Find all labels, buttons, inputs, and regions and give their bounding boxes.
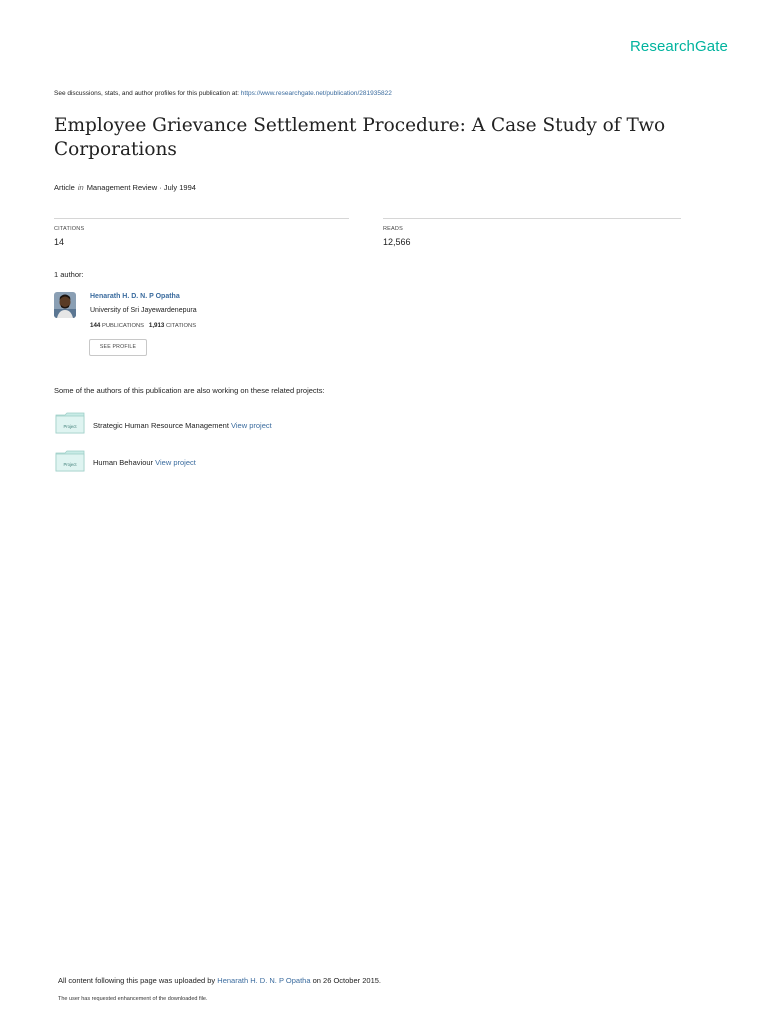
author-institution: University of Sri Jayewardenepura — [90, 307, 197, 314]
citations-divider — [54, 218, 349, 219]
author-citations-label: CITATIONS — [166, 323, 197, 329]
citations-value: 14 — [54, 237, 65, 247]
upload-suffix: on 26 October 2015. — [310, 976, 381, 985]
author-publications-count: 144 — [90, 322, 101, 329]
author-name-link[interactable]: Henarath H. D. N. P Opatha — [90, 293, 180, 300]
view-project-link[interactable]: View project — [231, 421, 272, 430]
upload-note — [58, 976, 381, 985]
project-folder-label: Project — [63, 424, 77, 429]
citations-label: CITATIONS — [54, 226, 85, 232]
reads-divider — [383, 218, 681, 219]
project-folder-label: Project — [63, 462, 77, 467]
author-citations-count: 1,913 — [148, 322, 165, 329]
author-stats — [90, 322, 196, 329]
author-avatar[interactable] — [54, 292, 76, 318]
researchgate-logo[interactable]: ResearchGate — [630, 38, 728, 55]
project-item — [93, 458, 196, 467]
publication-url-link[interactable]: https://www.researchgate.net/publication/281935822 — [240, 90, 392, 97]
view-project-link[interactable]: View project — [155, 458, 196, 467]
reads-value: 12,566 — [383, 237, 411, 247]
paper-type: Article — [54, 183, 75, 192]
author-publications-label: PUBLICATIONS — [101, 323, 145, 329]
author-photo-icon — [54, 292, 76, 318]
paper-meta — [54, 183, 196, 192]
in-word: in — [77, 183, 84, 192]
authors-header: 1 author: — [54, 270, 84, 279]
uploader-link[interactable]: Henarath H. D. N. P Opatha — [217, 976, 311, 985]
enhancement-note: The user has requested enhancement of the downloaded file. — [58, 996, 208, 1002]
reads-label: READS — [383, 226, 403, 232]
discussions-text: See discussions, stats, and author profiles for this publication at: — [54, 90, 241, 97]
related-projects-header: Some of the authors of this publication are also working on these related projects: — [54, 386, 325, 395]
project-folder-icon[interactable] — [55, 450, 85, 472]
project-item — [93, 421, 272, 430]
see-profile-button[interactable]: SEE PROFILE — [89, 339, 147, 356]
project-folder-icon[interactable] — [55, 412, 85, 434]
project-name: Strategic Human Resource Management — [93, 421, 229, 430]
upload-prefix: All content following this page was uploaded by — [58, 976, 218, 985]
paper-venue: Management Review · July 1994 — [86, 183, 196, 192]
discussions-line — [54, 90, 392, 97]
paper-title: Employee Grievance Settlement Procedure: A Case Study of Two Corporations — [54, 115, 666, 160]
project-name: Human Behaviour — [93, 458, 154, 467]
